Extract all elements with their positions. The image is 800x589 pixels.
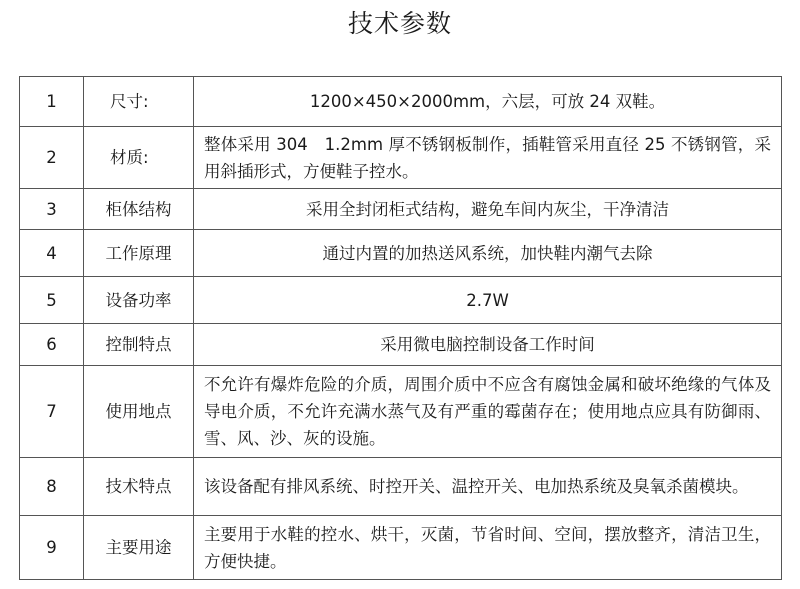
row-index: 6: [20, 324, 84, 366]
spec-table: [19, 76, 782, 580]
row-label: 尺寸:: [84, 77, 194, 127]
row-value: 2.7W: [194, 277, 782, 324]
table-row: [20, 324, 782, 366]
row-index: 3: [20, 189, 84, 230]
table-row: [20, 516, 782, 580]
row-label: 工作原理: [84, 230, 194, 277]
row-label: 柜体结构: [84, 189, 194, 230]
row-label: 技术特点: [84, 458, 194, 516]
table-row: [20, 189, 782, 230]
row-label: 材质:: [84, 127, 194, 189]
row-index: 8: [20, 458, 84, 516]
table-row: [20, 127, 782, 189]
table-row: [20, 230, 782, 277]
row-value: 整体采用 304 1.2mm 厚不锈钢板制作，插鞋管采用直径 25 不锈钢管，采用斜插形式，方便鞋子控水。: [194, 127, 782, 189]
page-title: 技术参数: [347, 9, 452, 38]
table-row: [20, 458, 782, 516]
row-index: 7: [20, 366, 84, 458]
row-index: 4: [20, 230, 84, 277]
table-row: [20, 277, 782, 324]
row-value: 采用全封闭柜式结构，避免车间内灰尘，干净清洁: [194, 189, 782, 230]
row-value: 主要用于水鞋的控水、烘干，灭菌，节省时间、空间，摆放整齐，清洁卫生，方便快捷。: [194, 516, 782, 580]
row-value: 1200×450×2000mm，六层，可放 24 双鞋。: [194, 77, 782, 127]
row-index: 1: [20, 77, 84, 127]
row-label: 控制特点: [84, 324, 194, 366]
row-index: 5: [20, 277, 84, 324]
row-value: 不允许有爆炸危险的介质，周围介质中不应含有腐蚀金属和破坏绝缘的气体及导电介质，不允许充满水蒸气及有严重的霉菌存在；使用地点应具有防御雨、雪、风、沙、灰的设施。: [194, 366, 782, 458]
row-value: 采用微电脑控制设备工作时间: [194, 324, 782, 366]
row-value: 该设备配有排风系统、时控开关、温控开关、电加热系统及臭氧杀菌模块。: [194, 458, 782, 516]
row-index: 2: [20, 127, 84, 189]
row-label: 使用地点: [84, 366, 194, 458]
row-label: 设备功率: [84, 277, 194, 324]
table-row: [20, 366, 782, 458]
row-label: 主要用途: [84, 516, 194, 580]
row-index: 9: [20, 516, 84, 580]
table-row: [20, 77, 782, 127]
row-value: 通过内置的加热送风系统，加快鞋内潮气去除: [194, 230, 782, 277]
